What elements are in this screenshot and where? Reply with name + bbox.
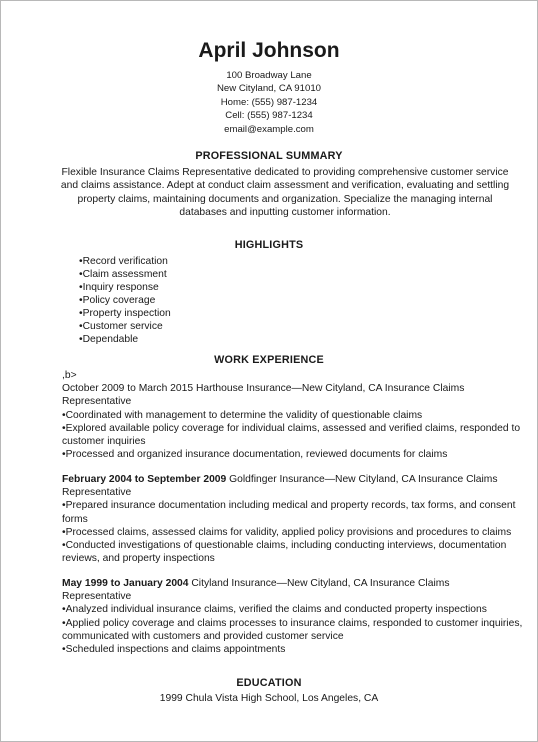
highlights-heading: HIGHLIGHTS: [234, 239, 304, 251]
highlight-item: •Record verification: [79, 256, 168, 267]
home-phone: Home: (555) 987-1234: [220, 96, 318, 108]
job-bullet: •Applied policy coverage and claims processes to insurance claims, responded to customer inquiries,: [62, 617, 523, 629]
markup-artifact: ,b>: [62, 370, 77, 381]
job-bullet: •Processed and organized insurance documentation, reviewed documents for claims: [62, 449, 448, 461]
job-employer: Cityland Insurance—New Cityland, CA Insurance Claims: [188, 578, 450, 589]
summary-line: property claims, maintaining documents and organization. Specialize the managing internal: [77, 193, 493, 205]
job-bullet: •Processed claims, assessed claims for validity, applied policy provisions and procedures to claims: [62, 526, 512, 538]
job-bullet: customer inquiries: [62, 436, 146, 448]
job-bullet: •Prepared insurance documentation including medical and property records, tax forms, and consent: [62, 500, 516, 512]
candidate-name: April Johnson: [198, 39, 340, 62]
job-bullet: •Explored available policy coverage for individual claims, assessed and verified claims, responded to: [62, 422, 521, 434]
summary-heading: PROFESSIONAL SUMMARY: [195, 150, 343, 162]
job-dates: May 1999 to January 2004: [62, 578, 189, 589]
job-employer: Goldfinger Insurance—New Cityland, CA Insurance Claims: [226, 474, 498, 485]
cell-phone: Cell: (555) 987-1234: [225, 110, 313, 122]
address-line: 100 Broadway Lane: [226, 70, 312, 81]
contact-block: [0, 69, 538, 136]
email: email@example.com: [224, 123, 314, 135]
summary-line: databases and inputting customer information.: [179, 206, 391, 218]
city-line: New Cityland, CA 91010: [217, 83, 321, 95]
job-header: [62, 473, 532, 486]
job-entry: [62, 473, 532, 565]
job-role: Representative: [62, 487, 132, 499]
job-bullet: forms: [62, 513, 88, 525]
education-heading: EDUCATION: [236, 677, 302, 689]
highlight-item: •Inquiry response: [79, 282, 159, 293]
job-bullet: reviews, and property inspections: [62, 553, 215, 565]
highlight-item: •Policy coverage: [79, 295, 156, 306]
job-bullet: •Conducted investigations of questionable claims, including conducting interviews, documentation: [62, 540, 507, 552]
job-entry: [62, 369, 532, 461]
education-line: 1999 Chula Vista High School, Los Angeles, CA: [159, 693, 379, 704]
summary-line: and claims assistance. Adept at conduct claim assessment and verification, evaluating and settling: [60, 180, 510, 192]
job-bullet: •Coordinated with management to determine the validity of questionable claims: [62, 409, 423, 421]
highlight-item: •Property inspection: [79, 308, 171, 319]
highlight-item: •Customer service: [79, 321, 163, 332]
job-role: Representative: [62, 396, 132, 408]
job-header: October 2009 to March 2015 Harthouse Insurance—New Cityland, CA Insurance Claims: [62, 383, 465, 395]
job-role: Representative: [62, 591, 132, 603]
summary-line: Flexible Insurance Claims Representative dedicated to providing comprehensive customer service: [61, 167, 509, 178]
highlight-item: •Dependable: [79, 334, 139, 345]
highlights-list: [79, 255, 171, 346]
job-entry: [62, 577, 532, 656]
job-dates: February 2004 to September 2009: [62, 474, 227, 485]
work-heading: WORK EXPERIENCE: [214, 354, 324, 366]
summary-text: [50, 166, 520, 219]
job-bullet: •Scheduled inspections and claims appointments: [62, 644, 286, 656]
highlight-item: •Claim assessment: [79, 269, 167, 280]
job-bullet: communicated with customers and provided customer service: [62, 630, 344, 642]
job-header: [62, 577, 532, 590]
job-bullet: •Analyzed individual insurance claims, verified the claims and conducted property inspections: [62, 604, 487, 616]
